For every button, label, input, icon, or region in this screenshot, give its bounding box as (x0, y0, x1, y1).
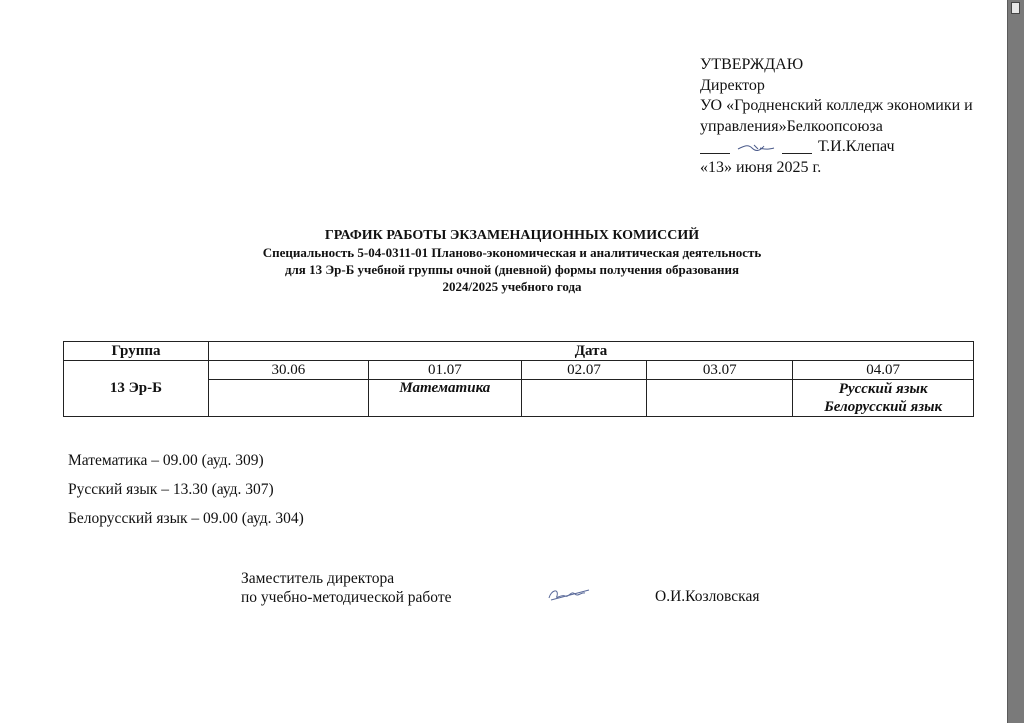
document-marker-icon (1011, 2, 1020, 14)
table-header-row (64, 342, 974, 361)
title-line4: 2024/2025 учебного года (442, 279, 582, 294)
approval-position: Директор (700, 76, 765, 94)
date-cell: 02.07 (521, 361, 646, 380)
exam-times-list (68, 452, 304, 539)
exam-cell: Математика (368, 380, 521, 417)
title-line3: для 13 Эр-Б учебной группы очной (дневной) формы получения образования (284, 262, 740, 277)
footer-name: О.И.Козловская (655, 588, 760, 605)
approval-signer: Т.И.Клепач (818, 138, 895, 155)
footer-signatory (241, 569, 452, 607)
approval-date: «13» июня 2025 г. (700, 158, 822, 176)
exam-cell (647, 380, 793, 417)
approval-block (700, 55, 973, 178)
exam-russian: Русский язык (838, 381, 928, 397)
footer-position-line2: по учебно-методической работе (241, 589, 452, 606)
exam-time-note: Математика – 09.00 (ауд. 309) (68, 452, 264, 469)
title-line1: ГРАФИК РАБОТЫ ЭКЗАМЕНАЦИОННЫХ КОМИССИЙ (324, 228, 700, 243)
deputy-signature (545, 584, 593, 604)
exam-cell (208, 380, 368, 417)
date-cell: 30.06 (208, 361, 368, 380)
header-date: Дата (208, 342, 973, 361)
date-cell: 04.07 (793, 361, 974, 380)
exam-belarusian: Белорусский язык (824, 399, 943, 415)
exam-cell (521, 380, 646, 417)
group-cell: 13 Эр-Б (64, 361, 209, 417)
approval-org-line2: управления»Белкоопсоюза (700, 117, 883, 135)
exam-cell (793, 380, 974, 417)
approval-heading: УТВЕРЖДАЮ (700, 56, 804, 73)
title-line2: Специальность 5-04-0311-01 Планово-экономическая и аналитическая деятельность (262, 245, 762, 260)
date-cell: 01.07 (368, 361, 521, 380)
exam-time-note: Белорусский язык – 09.00 (ауд. 304) (68, 510, 304, 527)
header-group: Группа (64, 342, 209, 361)
signature-blank-left (700, 140, 730, 154)
scanner-side-strip (1007, 0, 1024, 723)
exam-schedule-table (63, 341, 974, 417)
document-title (0, 227, 1024, 295)
signature-blank-right (782, 140, 812, 154)
approval-signature-row (700, 137, 973, 158)
approval-org-line1: УО «Гродненский колледж экономики и (700, 97, 973, 114)
date-cell: 03.07 (647, 361, 793, 380)
table-dates-row (64, 361, 974, 380)
exam-time-note: Русский язык – 13.30 (ауд. 307) (68, 481, 274, 498)
footer-position-line1: Заместитель директора (241, 570, 395, 587)
director-signature (736, 140, 776, 154)
